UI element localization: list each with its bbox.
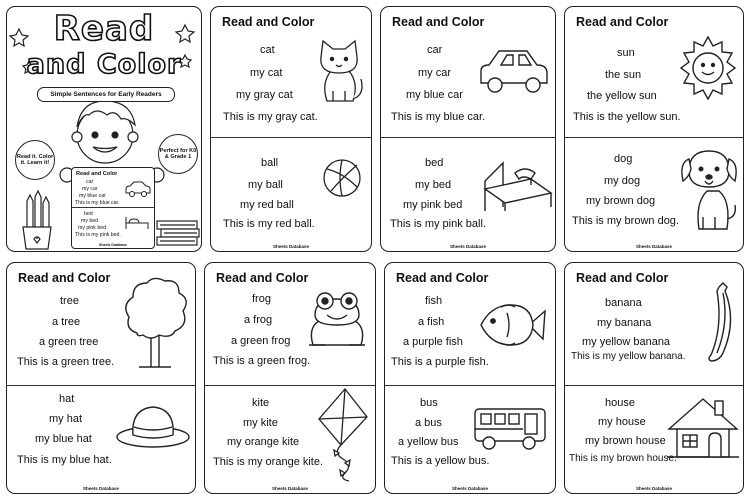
tree-icon bbox=[123, 277, 189, 371]
word-line: my gray cat bbox=[236, 89, 293, 101]
word-line: my red ball bbox=[240, 199, 294, 211]
sentence-line: This is my brown dog. bbox=[572, 215, 679, 227]
word-line: dog bbox=[614, 153, 633, 165]
word-line: my banana bbox=[597, 317, 652, 329]
card-footer: Sheets Database bbox=[449, 244, 487, 249]
mini-line: my pink bed bbox=[78, 225, 106, 231]
cat-icon bbox=[313, 37, 365, 109]
cover-title-line1: Read bbox=[53, 9, 155, 49]
sentence-line: This is a yellow bus. bbox=[391, 455, 490, 467]
car-icon bbox=[124, 180, 152, 198]
fish-icon bbox=[477, 303, 549, 349]
cover-card bbox=[6, 6, 202, 252]
word-line: my orange kite bbox=[227, 436, 300, 448]
mini-line: This is my blue car. bbox=[75, 200, 120, 206]
mini-line: This is my pink bed. bbox=[75, 232, 121, 238]
card-title: Read and Color bbox=[396, 271, 489, 285]
word-line: my blue hat bbox=[35, 433, 92, 445]
card-footer: Sheets Database bbox=[271, 486, 309, 491]
word-line: my dog bbox=[604, 175, 641, 187]
word-line: my house bbox=[598, 416, 646, 428]
card-footer: Sheets Database bbox=[451, 486, 489, 491]
mini-line: bed bbox=[84, 211, 93, 217]
sentence-line: This is a green frog. bbox=[213, 355, 311, 367]
word-line: a fish bbox=[418, 316, 445, 328]
cover-mini-card bbox=[71, 167, 155, 249]
worksheet-card-car-bed bbox=[380, 6, 556, 252]
word-line: house bbox=[605, 397, 635, 409]
word-line: a tree bbox=[52, 316, 81, 328]
sentence-line: This is my blue hat. bbox=[17, 454, 112, 466]
card-footer: Sheets Database bbox=[635, 486, 673, 491]
word-line: tree bbox=[60, 295, 79, 307]
cover-subtitle: Simple Sentences for Early Readers bbox=[37, 87, 175, 102]
word-line: a bus bbox=[415, 417, 442, 429]
word-line: frog bbox=[252, 293, 271, 305]
worksheet-card-cat-ball bbox=[210, 6, 372, 252]
word-line: my brown house bbox=[585, 435, 666, 447]
sun-icon bbox=[675, 35, 741, 101]
card-title: Read and Color bbox=[216, 271, 309, 285]
word-line: my cat bbox=[250, 67, 283, 79]
worksheet-card-tree-hat bbox=[6, 262, 196, 494]
mini-card-footer: Sheets Database bbox=[98, 243, 127, 247]
word-line: sun bbox=[617, 47, 635, 59]
word-line: my blue car bbox=[406, 89, 463, 101]
word-line: hat bbox=[59, 393, 75, 405]
kite-icon bbox=[315, 387, 371, 483]
word-line: kite bbox=[252, 397, 270, 409]
cover-bubble-left: Read it. Color it. Learn it! bbox=[15, 140, 55, 180]
word-line: ball bbox=[261, 157, 279, 169]
word-line: bus bbox=[420, 397, 438, 409]
word-line: the sun bbox=[605, 69, 642, 81]
bus-icon bbox=[471, 403, 551, 453]
card-footer: Sheets Database bbox=[635, 244, 673, 249]
worksheet-card-sun-dog bbox=[564, 6, 744, 252]
mini-line: my blue car bbox=[79, 193, 106, 199]
sentence-line: This is my red ball. bbox=[223, 218, 315, 230]
cover-bubble-right: Perfect for K0 & Grade 1 bbox=[158, 134, 198, 174]
mini-line: my bed bbox=[81, 218, 99, 224]
worksheet-card-banana-house bbox=[564, 262, 744, 494]
card-footer: Sheets Database bbox=[272, 244, 310, 249]
sentence-line: This is my pink ball. bbox=[390, 218, 486, 230]
word-line: my bed bbox=[415, 179, 452, 191]
word-line: a purple fish bbox=[403, 336, 463, 348]
sentence-line: This is the yellow sun. bbox=[573, 111, 681, 123]
hat-icon bbox=[115, 403, 191, 451]
sentence-line: This is my blue car. bbox=[391, 111, 486, 123]
card-title: Read and Color bbox=[222, 15, 315, 29]
word-line: my ball bbox=[248, 179, 283, 191]
sentence-line: This is my yellow banana. bbox=[571, 351, 686, 362]
word-line: car bbox=[427, 44, 443, 56]
worksheet-card-fish-bus bbox=[384, 262, 556, 494]
card-title: Read and Color bbox=[18, 271, 111, 285]
word-line: a green tree bbox=[39, 336, 99, 348]
sentence-line: This is a green tree. bbox=[17, 356, 115, 368]
card-footer: Sheets Database bbox=[82, 486, 120, 491]
frog-icon bbox=[305, 291, 369, 347]
sentence-line: This is a purple fish. bbox=[391, 356, 489, 368]
word-line: fish bbox=[425, 295, 443, 307]
car-icon bbox=[477, 45, 551, 95]
bed-icon bbox=[124, 213, 150, 231]
sentence-line: This is my brown house. bbox=[569, 453, 677, 464]
word-line: the yellow sun bbox=[587, 90, 657, 102]
word-line: a yellow bus bbox=[398, 436, 459, 448]
mini-card-title: Read and Color bbox=[76, 171, 118, 177]
cover-title-line2: and Color bbox=[26, 49, 182, 80]
bed-icon bbox=[481, 149, 553, 215]
house-icon bbox=[665, 393, 741, 461]
banana-icon bbox=[701, 281, 737, 365]
card-title: Read and Color bbox=[576, 271, 669, 285]
word-line: my kite bbox=[243, 417, 278, 429]
card-title: Read and Color bbox=[392, 15, 485, 29]
ball-icon bbox=[321, 157, 363, 199]
word-line: a green frog bbox=[231, 335, 291, 347]
word-line: a frog bbox=[244, 314, 273, 326]
sentence-line: This is my gray cat. bbox=[223, 111, 318, 123]
worksheet-card-frog-kite bbox=[204, 262, 376, 494]
word-line: my car bbox=[418, 67, 451, 79]
word-line: my pink bed bbox=[403, 199, 463, 211]
word-line: bed bbox=[425, 157, 444, 169]
word-line: my brown dog bbox=[586, 195, 656, 207]
word-line: my yellow banana bbox=[582, 336, 671, 348]
mini-line: car bbox=[86, 179, 94, 185]
card-title: Read and Color bbox=[576, 15, 669, 29]
word-line: my hat bbox=[49, 413, 83, 425]
word-line: cat bbox=[260, 44, 275, 56]
sentence-line: This is my orange kite. bbox=[213, 456, 324, 468]
mini-line: my car bbox=[82, 186, 98, 192]
word-line: banana bbox=[605, 297, 642, 309]
dog-icon bbox=[677, 145, 739, 233]
